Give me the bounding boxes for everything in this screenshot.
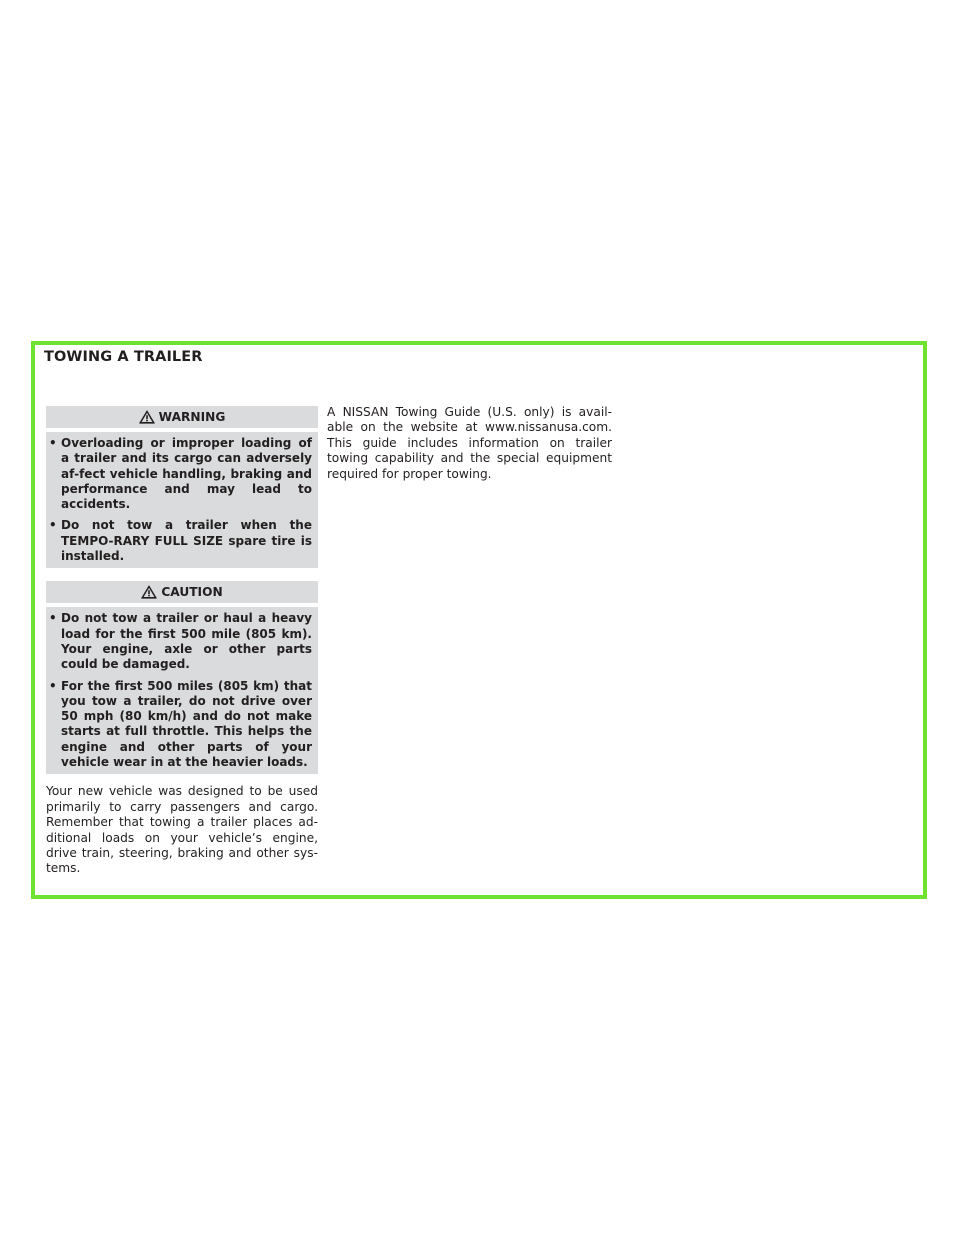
warning-triangle-icon	[139, 410, 155, 424]
left-column	[46, 406, 318, 877]
intro-paragraph: Your new vehicle was designed to be used primarily to carry passengers and cargo. Remember that towing a trailer places ad-ditional loads on your vehicle’s engine, drive train, steering, braking and other sys-tems.	[46, 784, 318, 876]
warning-header	[46, 406, 318, 428]
towing-guide-paragraph: A NISSAN Towing Guide (U.S. only) is avail-able on the website at www.nissanusa.com. This guide includes information on trailer towing capability and the special equipment required for proper towing.	[327, 405, 612, 481]
caution-item: • Do not tow a trailer or haul a heavy load for the first 500 mile (805 km). Your engine, axle or other parts could be damaged.	[46, 611, 312, 672]
warning-triangle-icon	[141, 585, 157, 599]
warning-item: • Do not tow a trailer when the TEMPO-RARY FULL SIZE spare tire is installed.	[46, 518, 312, 564]
right-column	[327, 405, 612, 482]
warning-box	[46, 432, 318, 568]
warning-list	[46, 436, 312, 564]
caution-list	[46, 611, 312, 770]
section-title: TOWING A TRAILER	[44, 349, 203, 365]
caution-header	[46, 581, 318, 603]
caution-item: • For the first 500 miles (805 km) that you tow a trailer, do not drive over 50 mph (80 km/h) and do not make starts at full throttle. This helps the engine and other parts of your vehicle wear in at the heavier loads.	[46, 679, 312, 771]
warning-item: • Overloading or improper loading of a trailer and its cargo can adversely af-fect vehicle handling, braking and performance and may lead to accidents.	[46, 436, 312, 512]
warning-label: WARNING	[158, 410, 226, 424]
caution-box	[46, 607, 318, 774]
caution-label: CAUTION	[161, 585, 223, 600]
